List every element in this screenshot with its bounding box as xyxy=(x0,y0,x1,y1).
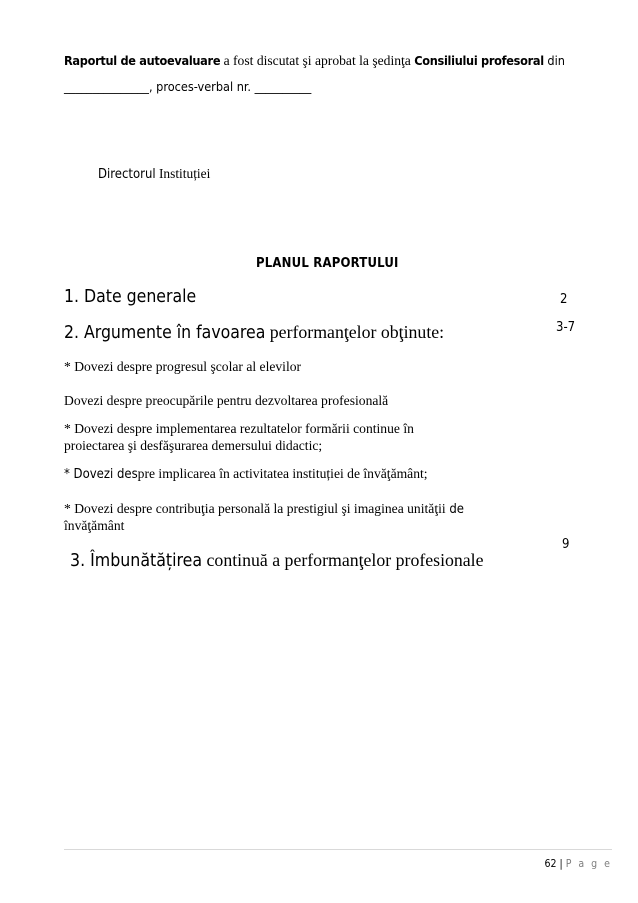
list-item-involvement-lead: * Dovezi des xyxy=(64,467,138,482)
list-item-prestige-main: * Dovezi despre contribuţia personală la prestigiul şi imaginea unităţii xyxy=(64,501,446,516)
director-word: Directorul xyxy=(98,167,156,182)
section-3-heading xyxy=(70,550,484,571)
institution-word: Instituției xyxy=(155,166,211,181)
list-item-training-line2: proiectarea şi desfăşurarea demersului didactic; xyxy=(64,438,323,453)
footer-separator: | xyxy=(559,858,563,870)
director-signature-line xyxy=(98,166,210,182)
list-item-prestige-line1 xyxy=(64,501,464,517)
section-2-heading-part-a: 2. Argumente în favoarea xyxy=(64,323,266,343)
intro-text-1: a fost discutat şi aprobat la şedinţa xyxy=(220,53,415,68)
intro-paragraph-line1 xyxy=(64,53,565,69)
section-3-page: 9 xyxy=(562,537,570,552)
section-3-heading-rest: continuă a performanţelor profesionale xyxy=(202,550,484,570)
section-1-heading: 1. Date generale xyxy=(64,287,197,307)
list-item-prestige-line2: învăţământ xyxy=(64,518,125,533)
list-item-prestige-tail: de xyxy=(445,502,464,517)
footer-divider xyxy=(64,849,612,850)
list-item-training-line1: * Dovezi despre implementarea rezultatelor formării continue în xyxy=(64,421,414,436)
list-item-involvement-rest: pre implicarea în activitatea instituției de învăţământ; xyxy=(137,466,428,481)
intro-text-2: din xyxy=(543,53,565,68)
intro-paragraph-line2: _______________, proces-verbal nr. __________ xyxy=(64,79,312,94)
section-3-first-word: Îmbunătățirea xyxy=(90,551,203,571)
intro-bold-report: Raportul de autoevaluare xyxy=(64,53,221,68)
list-item-involvement xyxy=(64,466,428,482)
section-2-heading-part-b: performanţelor obţinute: xyxy=(265,322,445,342)
section-3-number: 3. xyxy=(70,551,91,571)
plan-title: PLANUL RAPORTULUI xyxy=(256,256,399,271)
section-1-page: 2 xyxy=(560,292,568,307)
list-item-professional-development: Dovezi despre preocupările pentru dezvoltarea profesională xyxy=(64,393,389,408)
section-2-page: 3-7 xyxy=(556,320,576,335)
footer-page-number: 62 xyxy=(544,858,557,870)
intro-bold-council: Consiliului profesoral xyxy=(414,53,544,68)
section-2-heading xyxy=(64,322,444,343)
footer-page-word: P a g e xyxy=(565,858,612,870)
page-footer xyxy=(544,858,612,870)
list-item-progress: * Dovezi despre progresul şcolar al elevilor xyxy=(64,359,302,374)
